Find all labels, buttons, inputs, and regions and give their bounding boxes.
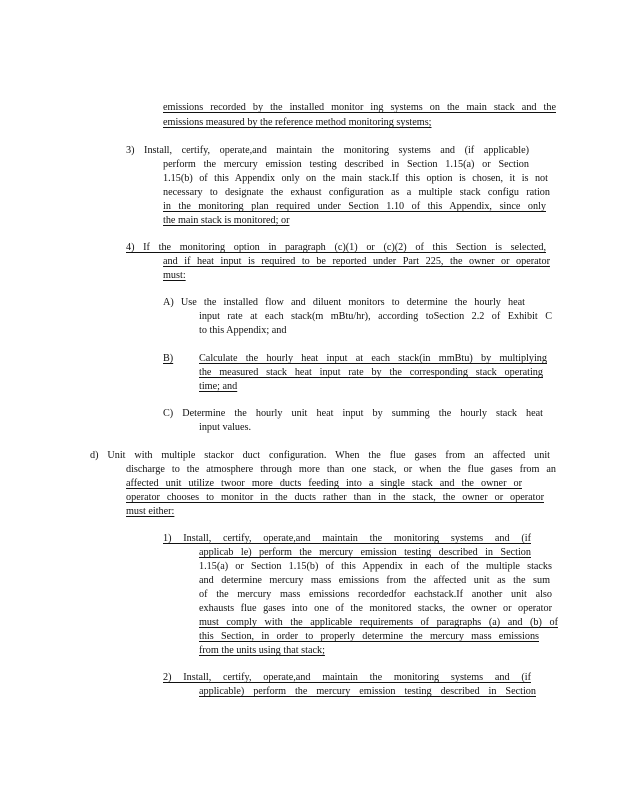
text-line: to this Appendix; and (199, 325, 287, 336)
list-item-4-line: 4) If the monitoring option in paragraph (c)(1) or (c)(2) of this Section is selected, (126, 242, 546, 253)
text-line: must comply with the applicable requirements of paragraphs (a) and (b) of (199, 617, 558, 628)
text-line: emissions recorded by the installed monitor ing systems on the main stack and the (163, 102, 556, 113)
text-line: this Section, in order to properly determine the mercury mass emissions (199, 631, 539, 642)
text-line: necessary to designate the exhaust configuration as a multiple stack configu ration (163, 187, 550, 198)
text-line: and if heat input is required to be reported under Part 225, the owner or operator (163, 256, 550, 267)
text-line: the measured stack heat input rate by the corresponding stack operating (199, 367, 543, 378)
text-line: the main stack is monitored; or (163, 215, 290, 226)
text-line: applicable) perform the mercury emission testing described in Section (199, 686, 536, 697)
text-line: of the mercury mass emissions recordedfor eachstack.If another unit also (199, 589, 552, 600)
list-item-A-line: A) Use the installed flow and diluent monitors to determine the hourly heat (163, 297, 525, 308)
paragraph-d-line: d) Unit with multiple stackor duct configuration. When the flue gases from an affected unit (90, 450, 550, 461)
list-item-2-line: 2) Install, certify, operate,and maintain the monitoring systems and (if (163, 672, 531, 683)
text-line: Calculate the hourly heat input at each stack(in mmBtu) by multiplying (199, 353, 547, 364)
text-line: time; and (199, 381, 238, 392)
text-line: must either: (126, 506, 175, 517)
text-line: in the monitoring plan required under Section 1.10 of this Appendix, since only (163, 201, 546, 212)
text-line: and determine mercury mass emissions from the affected unit as the sum (199, 575, 550, 586)
text-line: perform the mercury emission testing described in Section 1.15(a) or Section (163, 159, 529, 170)
text-line: input rate at each stack(m mBtu/hr), according toSection 2.2 of Exhibit C (199, 311, 552, 322)
text-line: input values. (199, 422, 252, 433)
text-line: from the units using that stack; (199, 645, 325, 656)
text-line: 1.15(a) or Section 1.15(b) of this Appendix in each of the multiple stacks (199, 561, 552, 572)
text-line: exhausts flue gases into one of the monitored stacks, the owner or operator (199, 603, 552, 614)
text-line: operator chooses to monitor in the ducts rather than in the stack, the owner or operator (126, 492, 544, 503)
text-line: affected unit utilize twoor more ducts feeding into a single stack and the owner or (126, 478, 522, 489)
text-line: applicab le) perform the mercury emission testing described in Section (199, 547, 531, 558)
list-item-C-line: C) Determine the hourly unit heat input by summing the hourly stack heat (163, 408, 543, 419)
text-line: 1.15(b) of this Appendix only on the main stack.If this option is chosen, it is not (163, 173, 548, 184)
text-line: discharge to the atmosphere through more than one stack, or when the flue gases from an (126, 464, 556, 475)
list-item-B-label: B) (163, 353, 174, 364)
text-line: must: (163, 270, 186, 281)
list-item-1-line: 1) Install, certify, operate,and maintain the monitoring systems and (if (163, 533, 531, 544)
text-line: emissions measured by the reference method monitoring systems; (163, 117, 432, 128)
list-item-3-line: 3) Install, certify, operate,and maintain the monitoring systems and (if applicable) (126, 145, 529, 156)
